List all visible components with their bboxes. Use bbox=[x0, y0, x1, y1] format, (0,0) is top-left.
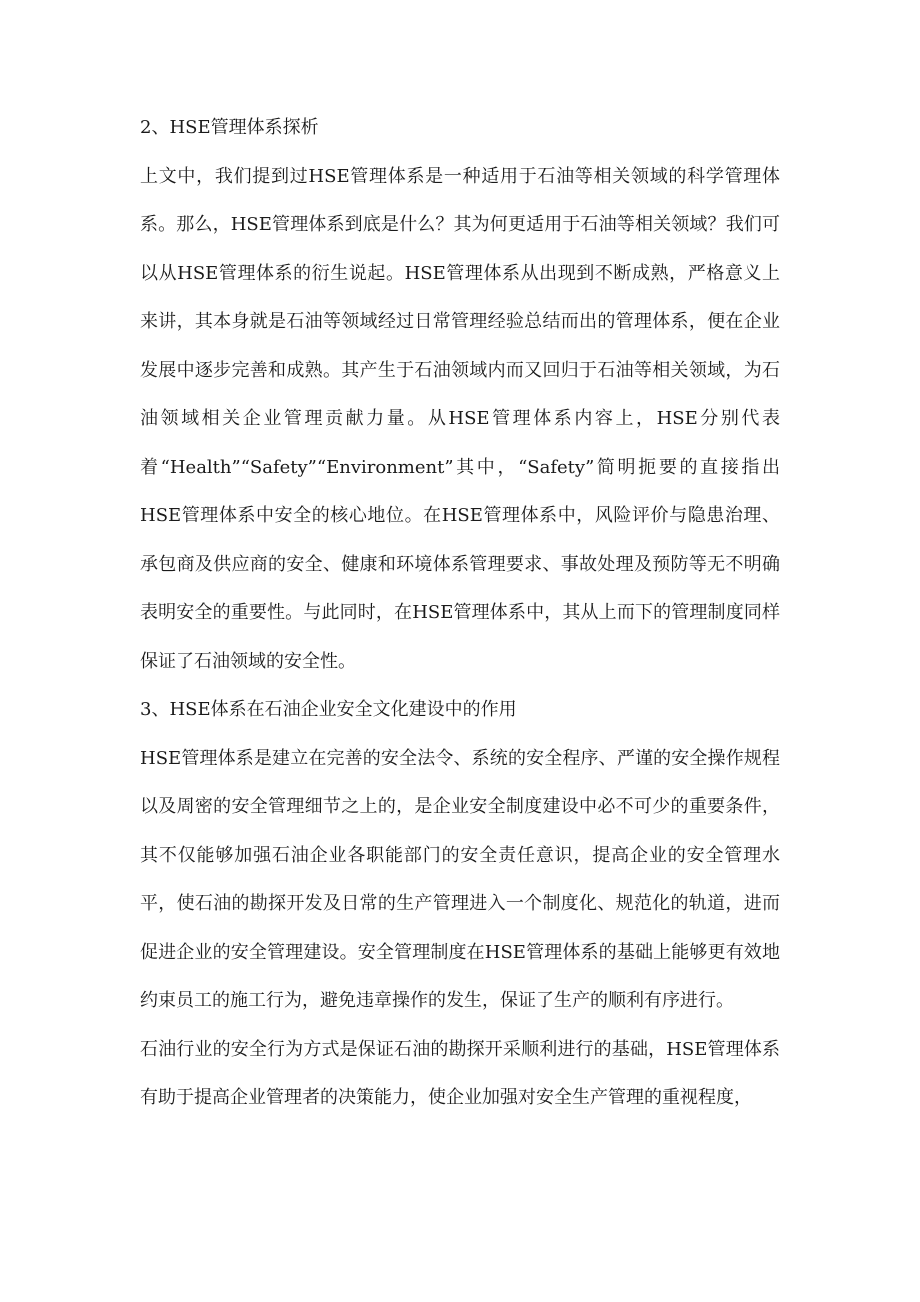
section-heading-2: 2、HSE管理体系探析 bbox=[140, 117, 319, 138]
section-heading-3: 3、HSE体系在石油企业安全文化建设中的作用 bbox=[140, 699, 517, 720]
document-body bbox=[140, 104, 780, 1123]
body-paragraph: 上文中，我们提到过HSE管理体系是一种适用于石油等相关领域的科学管理体系。那么，HSE管理体系到底是什么？其为何更适用于石油等相关领域？我们可以从HSE管理体系的衍生说起。HSE管理体系从出现到不断成熟，严格意义上来讲，其本身就是石油等领域经过日常管理经验总结而出的管理体系，便在企业发展中逐步完善和成熟。其产生于石油领域内而又回归于石油等相关领域，为石油领域相关企业管理贡献力量。从HSE管理体系内容上，HSE分别代表着“Health”“Safety”“Environment”其中，“Safety”简明扼要的直接指出HSE管理体系中安全的核心地位。在HSE管理体系中，风险评价与隐患治理、承包商及供应商的安全、健康和环境体系管理要求、事故处理及预防等无不明确表明安全的重要性。与此同时，在HSE管理体系中，其从上而下的管理制度同样保证了石油领域的安全性。 bbox=[140, 165, 780, 672]
body-paragraph: 石油行业的安全行为方式是保证石油的勘探开采顺利进行的基础，HSE管理体系有助于提高企业管理者的决策能力，使企业加强对安全生产管理的重视程度， bbox=[140, 1038, 780, 1108]
body-paragraph: HSE管理体系是建立在完善的安全法令、系统的安全程序、严谨的安全操作规程以及周密的安全管理细节之上的，是企业安全制度建设中必不可少的重要条件，其不仅能够加强石油企业各职能部门的安全责任意识，提高企业的安全管理水平，使石油的勘探开发及日常的生产管理进入一个制度化、规范化的轨道，进而促进企业的安全管理建设。安全管理制度在HSE管理体系的基础上能够更有效地约束员工的施工行为，避免违章操作的发生，保证了生产的顺利有序进行。 bbox=[140, 747, 780, 1011]
